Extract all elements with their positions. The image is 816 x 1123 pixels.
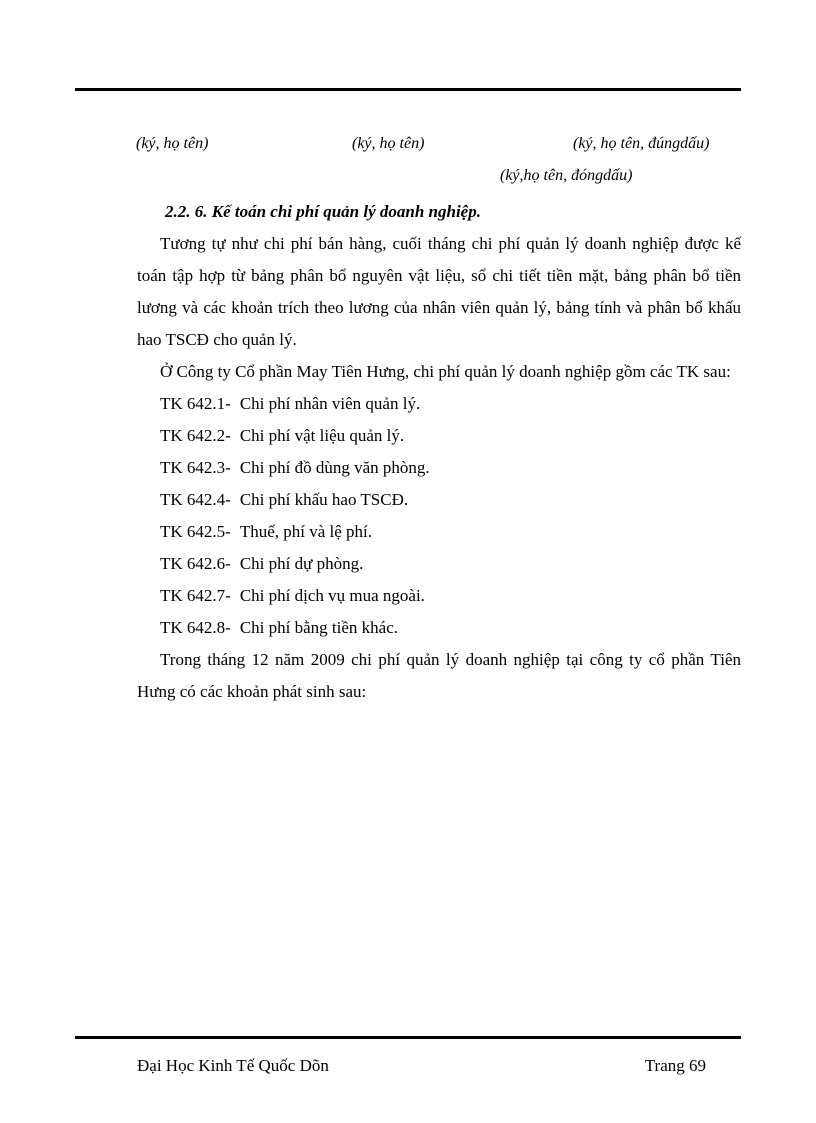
signature-label-4: (ký,họ tên, đóngdấu)	[500, 167, 633, 184]
signature-label-2: (ký, họ tên)	[352, 135, 425, 152]
tk-account-code: TK 642.6-	[160, 554, 231, 573]
tk-account-list	[137, 388, 741, 644]
tk-account-item	[160, 388, 741, 420]
tk-account-item	[160, 548, 741, 580]
tk-account-label: Chi phí bằng tiền khác.	[239, 618, 398, 637]
tk-account-label: Chi phí nhân viên quản lý.	[239, 394, 421, 413]
tk-account-label: Chi phí vật liệu quản lý.	[239, 426, 405, 445]
page-footer	[137, 1052, 706, 1080]
footer-institution: Đại Học Kinh Tế Quốc Dõn	[137, 1056, 329, 1075]
tk-account-item	[160, 516, 741, 548]
tk-account-label: Chi phí dự phòng.	[239, 554, 364, 573]
tk-account-item	[160, 420, 741, 452]
tk-account-code: TK 642.4-	[160, 490, 231, 509]
signature-label-row	[0, 135, 816, 157]
paragraph-1: Tương tự như chi phí bán hàng, cuối tháng chi phí quản lý doanh nghiệp được kế toán tập hợp từ bảng phân bổ nguyên vật liệu, sổ chi tiết tiền mặt, bảng phân bổ tiền lương và các khoản trích theo lương của nhân viên quản lý, bảng tính và phân bổ khấu hao TSCĐ cho quản lý.	[137, 234, 741, 349]
signature-label-1: (ký, họ tên)	[136, 135, 209, 152]
tk-account-label: Chi phí khấu hao TSCĐ.	[239, 490, 409, 509]
tk-account-code: TK 642.1-	[160, 394, 231, 413]
document-body	[137, 196, 741, 708]
tk-account-code: TK 642.8-	[160, 618, 231, 637]
tk-account-label: Chi phí dịch vụ mua ngoài.	[239, 586, 425, 605]
paragraph-3: Trong tháng 12 năm 2009 chi phí quản lý doanh nghiệp tại công ty cổ phần Tiên Hưng có các khoản phát sinh sau:	[137, 650, 741, 701]
tk-account-item	[160, 452, 741, 484]
top-rule	[75, 88, 741, 91]
tk-account-label: Thuế, phí và lệ phí.	[239, 522, 373, 541]
tk-account-item	[160, 580, 741, 612]
tk-account-code: TK 642.5-	[160, 522, 231, 541]
footer-rule	[75, 1036, 741, 1039]
tk-account-item	[160, 484, 741, 516]
tk-account-label: Chi phí đồ dùng văn phòng.	[239, 458, 430, 477]
tk-account-code: TK 642.3-	[160, 458, 231, 477]
paragraph-2: Ở Công ty Cổ phần May Tiên Hưng, chi phí quản lý doanh nghiệp gồm các TK sau:	[160, 362, 731, 381]
tk-account-code: TK 642.7-	[160, 586, 231, 605]
section-heading: 2.2. 6. Kế toán chi phí quản lý doanh nghiệp.	[165, 202, 481, 221]
tk-account-item	[160, 612, 741, 644]
tk-account-code: TK 642.2-	[160, 426, 231, 445]
footer-page-number: Trang 69	[644, 1056, 706, 1075]
signature-label-3: (ký, họ tên, đúngdấu)	[573, 135, 710, 152]
